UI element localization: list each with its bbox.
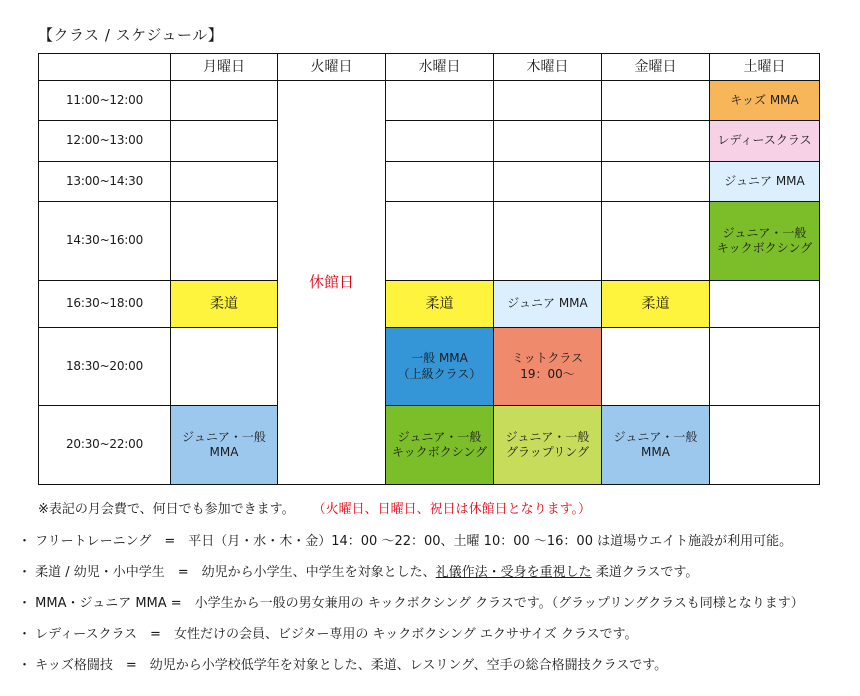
class-cell-mitt: [494, 327, 602, 406]
closed-day-cell: [278, 81, 386, 485]
note-free-training: ・ フリートレーニング = 平日（月・水・木・金）14：00 ～22：00、土曜 10：00 ～16：00 は道場ウエイト施設が利用可能。: [18, 534, 793, 549]
time-cell: 13:00~14:30: [39, 161, 171, 201]
empty-cell: [494, 202, 602, 281]
class-line: MMA: [209, 445, 239, 460]
table-row: [39, 406, 820, 485]
class-line: MMA: [641, 445, 670, 460]
table-row: [39, 81, 820, 121]
corner-cell: [39, 54, 171, 81]
note-judo-underline: 礼儀作法・受身を重視した: [435, 565, 592, 580]
schedule-table: [38, 53, 820, 485]
note-judo: [18, 561, 698, 580]
class-cell-junior-mma: ジュニア MMA: [494, 281, 602, 328]
table-row: [39, 202, 820, 281]
class-line: キックボクシング: [716, 241, 813, 256]
class-cell-kids-mma: キッズ MMA: [710, 81, 820, 121]
class-cell-judo: 柔道: [171, 281, 278, 328]
page-title: 【クラス / スケジュール】: [38, 26, 224, 44]
closed-label: 休館日: [308, 272, 354, 291]
empty-cell: [602, 327, 710, 406]
class-cell-grappling: [494, 406, 602, 485]
empty-cell: [602, 121, 710, 161]
empty-cell: [171, 327, 278, 406]
empty-cell: [602, 202, 710, 281]
empty-cell: [602, 81, 710, 121]
class-line: 19：00～: [520, 366, 575, 381]
class-line: ジュニア・一般: [182, 429, 266, 444]
time-cell: 12:00~13:00: [39, 121, 171, 161]
empty-cell: [386, 161, 494, 201]
empty-cell: [171, 81, 278, 121]
holiday-note: （火曜日、日曜日、祝日は休館日となります。）: [312, 502, 592, 517]
table-row: [39, 281, 820, 328]
empty-cell: [710, 281, 820, 328]
empty-cell: [386, 81, 494, 121]
day-header-tue: 火曜日: [278, 54, 386, 81]
class-line: ミットクラス: [511, 351, 584, 365]
class-cell-judo: 柔道: [602, 281, 710, 328]
class-cell-judo: 柔道: [386, 281, 494, 328]
day-header-mon: 月曜日: [171, 54, 278, 81]
table-row: [39, 161, 820, 201]
empty-cell: [386, 121, 494, 161]
class-cell-mma: [171, 406, 278, 485]
class-cell-kickboxing: [386, 406, 494, 485]
class-cell-mma: [602, 406, 710, 485]
empty-cell: [710, 406, 820, 485]
class-line: ジュニア・一般: [613, 429, 698, 444]
note-mma: ・ MMA・ジュニア MMA = 小学生から一般の男女兼用の キックボクシング クラスです。（グラップリングクラスも同様となります）: [18, 596, 804, 611]
time-cell: 16:30~18:00: [39, 281, 171, 328]
day-header-sat: 土曜日: [710, 54, 820, 81]
empty-cell: [494, 161, 602, 201]
fee-note-text: ※表記の月会費で、何日でも参加できます。: [38, 502, 295, 517]
empty-cell: [494, 81, 602, 121]
empty-cell: [171, 121, 278, 161]
class-line: ジュニア・一般: [397, 429, 482, 444]
day-header-fri: 金曜日: [602, 54, 710, 81]
class-line: （上級クラス）: [397, 366, 482, 381]
empty-cell: [494, 121, 602, 161]
table-row: [39, 327, 820, 406]
time-cell: 20:30~22:00: [39, 406, 171, 485]
class-cell-advanced-mma: [386, 327, 494, 406]
class-line: ジュニア・一般: [722, 225, 807, 240]
empty-cell: [171, 202, 278, 281]
empty-cell: [602, 161, 710, 201]
fee-note: [38, 498, 591, 517]
class-line: 一般 MMA: [411, 351, 468, 365]
class-line: グラップリング: [505, 445, 590, 460]
table-row: [39, 121, 820, 161]
class-line: キックボクシング: [391, 445, 488, 460]
time-cell: 11:00~12:00: [39, 81, 171, 121]
header-row: [39, 54, 820, 81]
time-cell: 18:30~20:00: [39, 327, 171, 406]
day-header-thu: 木曜日: [494, 54, 602, 81]
empty-cell: [386, 202, 494, 281]
class-cell-kickboxing: [710, 202, 820, 281]
day-header-wed: 水曜日: [386, 54, 494, 81]
note-kids: ・ キッズ格闘技 = 幼児から小学校低学年を対象とした、柔道、レスリング、空手の総合格闘技クラスです。: [18, 658, 668, 673]
empty-cell: [171, 161, 278, 201]
note-ladies: ・ レディースクラス = 女性だけの会員、ビジター専用の キックボクシング エクササイズ クラスです。: [18, 627, 638, 642]
empty-cell: [710, 327, 820, 406]
note-judo-text: ・ 柔道 / 幼児・小中学生 = 幼児から小学生、中学生を対象とした、: [18, 565, 436, 580]
class-cell-ladies: レディースクラス: [710, 121, 820, 161]
note-judo-tail: 柔道クラスです。: [591, 565, 699, 580]
time-cell: 14:30~16:00: [39, 202, 171, 281]
class-cell-junior-mma: ジュニア MMA: [710, 161, 820, 201]
class-line: ジュニア・一般: [505, 429, 590, 444]
